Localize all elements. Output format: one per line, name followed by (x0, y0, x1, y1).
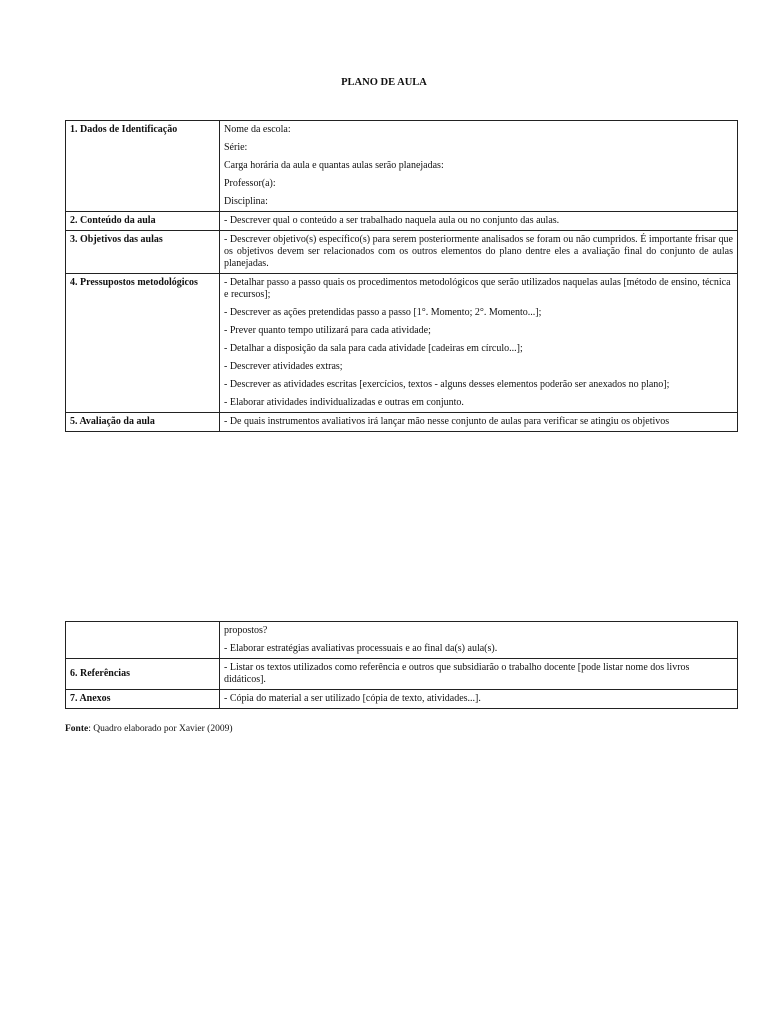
row-label-evaluation: 5. Avaliação da aula (66, 413, 220, 432)
field-grade: Série: (224, 142, 248, 153)
row-label-objectives: 3. Objetivos das aulas (66, 231, 220, 274)
field-workload: Carga horária da aula e quantas aulas serão planejadas: (224, 160, 444, 171)
table-row-methodology (66, 274, 738, 413)
row-label-methodology: 4. Pressupostos metodológicos (66, 274, 220, 413)
methodology-item: - Detalhar passo a passo quais os procedimentos metodológicos que serão utilizados naquelas aulas [método de ensino, técnica e recursos]; (224, 277, 731, 300)
methodology-item: - Detalhar a disposição da sala para cada atividade [cadeiras em círculo...]; (224, 343, 523, 354)
row-content-content: - Descrever qual o conteúdo a ser trabalhado naquela aula ou no conjunto das aulas. (220, 212, 738, 231)
row-label-references: 6. Referências (66, 659, 220, 690)
table-row-identification (66, 121, 738, 212)
table-row-content (66, 212, 738, 231)
field-teacher: Professor(a): (224, 178, 276, 189)
row-content-evaluation-continued (220, 622, 738, 659)
lesson-plan-table-part-2 (65, 621, 738, 709)
table-row-objectives (66, 231, 738, 274)
methodology-item: - Descrever as atividades escritas [exercícios, textos - alguns desses elementos poderão ser anexados no plano]; (224, 379, 670, 390)
field-subject: Disciplina: (224, 196, 268, 207)
evaluation-continued-item: propostos? (224, 625, 268, 636)
evaluation-continued-item: - Elaborar estratégias avaliativas processuais e ao final da(s) aula(s). (224, 643, 498, 654)
row-content-attachments: - Cópia do material a ser utilizado [cópia de texto, atividades...]. (220, 690, 738, 709)
row-content-objectives: - Descrever objetivo(s) específico(s) para serem posteriormente analisados se foram ou não cumpridos. É importante frisar que os objetivos devem ser relacionados com os outros elementos do plano dentre eles a avaliação final do conjunto de aulas planejadas. (220, 231, 738, 274)
row-content-evaluation: - De quais instrumentos avaliativos irá lançar mão nesse conjunto de aulas para verificar se atingiu os objetivos (220, 413, 738, 432)
methodology-item: - Descrever as ações pretendidas passo a passo [1°. Momento; 2°. Momento...]; (224, 307, 542, 318)
methodology-item: - Prever quanto tempo utilizará para cada atividade; (224, 325, 431, 336)
lesson-plan-table-part-1 (65, 120, 738, 432)
footnote-label: Fonte (65, 724, 89, 734)
table-row-attachments (66, 690, 738, 709)
row-label-identification: 1. Dados de Identificação (66, 121, 220, 212)
footnote-text: : Quadro elaborado por Xavier (2009) (88, 724, 233, 734)
row-content-methodology (220, 274, 738, 413)
table-row-evaluation (66, 413, 738, 432)
document-title: PLANO DE AULA (341, 77, 427, 88)
methodology-item: - Descrever atividades extras; (224, 361, 343, 372)
table-row-evaluation-continued (66, 622, 738, 659)
row-content-identification (220, 121, 738, 212)
methodology-item: - Elaborar atividades individualizadas e outras em conjunto. (224, 397, 464, 408)
row-content-references: - Listar os textos utilizados como referência e outros que subsidiarão o trabalho docente [pode listar nome dos livros didáticos]. (220, 659, 738, 690)
row-label-content: 2. Conteúdo da aula (66, 212, 220, 231)
field-school-name: Nome da escola: (224, 124, 291, 135)
table-row-references (66, 659, 738, 690)
source-footnote (65, 724, 233, 734)
row-label-empty (66, 622, 220, 659)
row-label-attachments: 7. Anexos (66, 690, 220, 709)
